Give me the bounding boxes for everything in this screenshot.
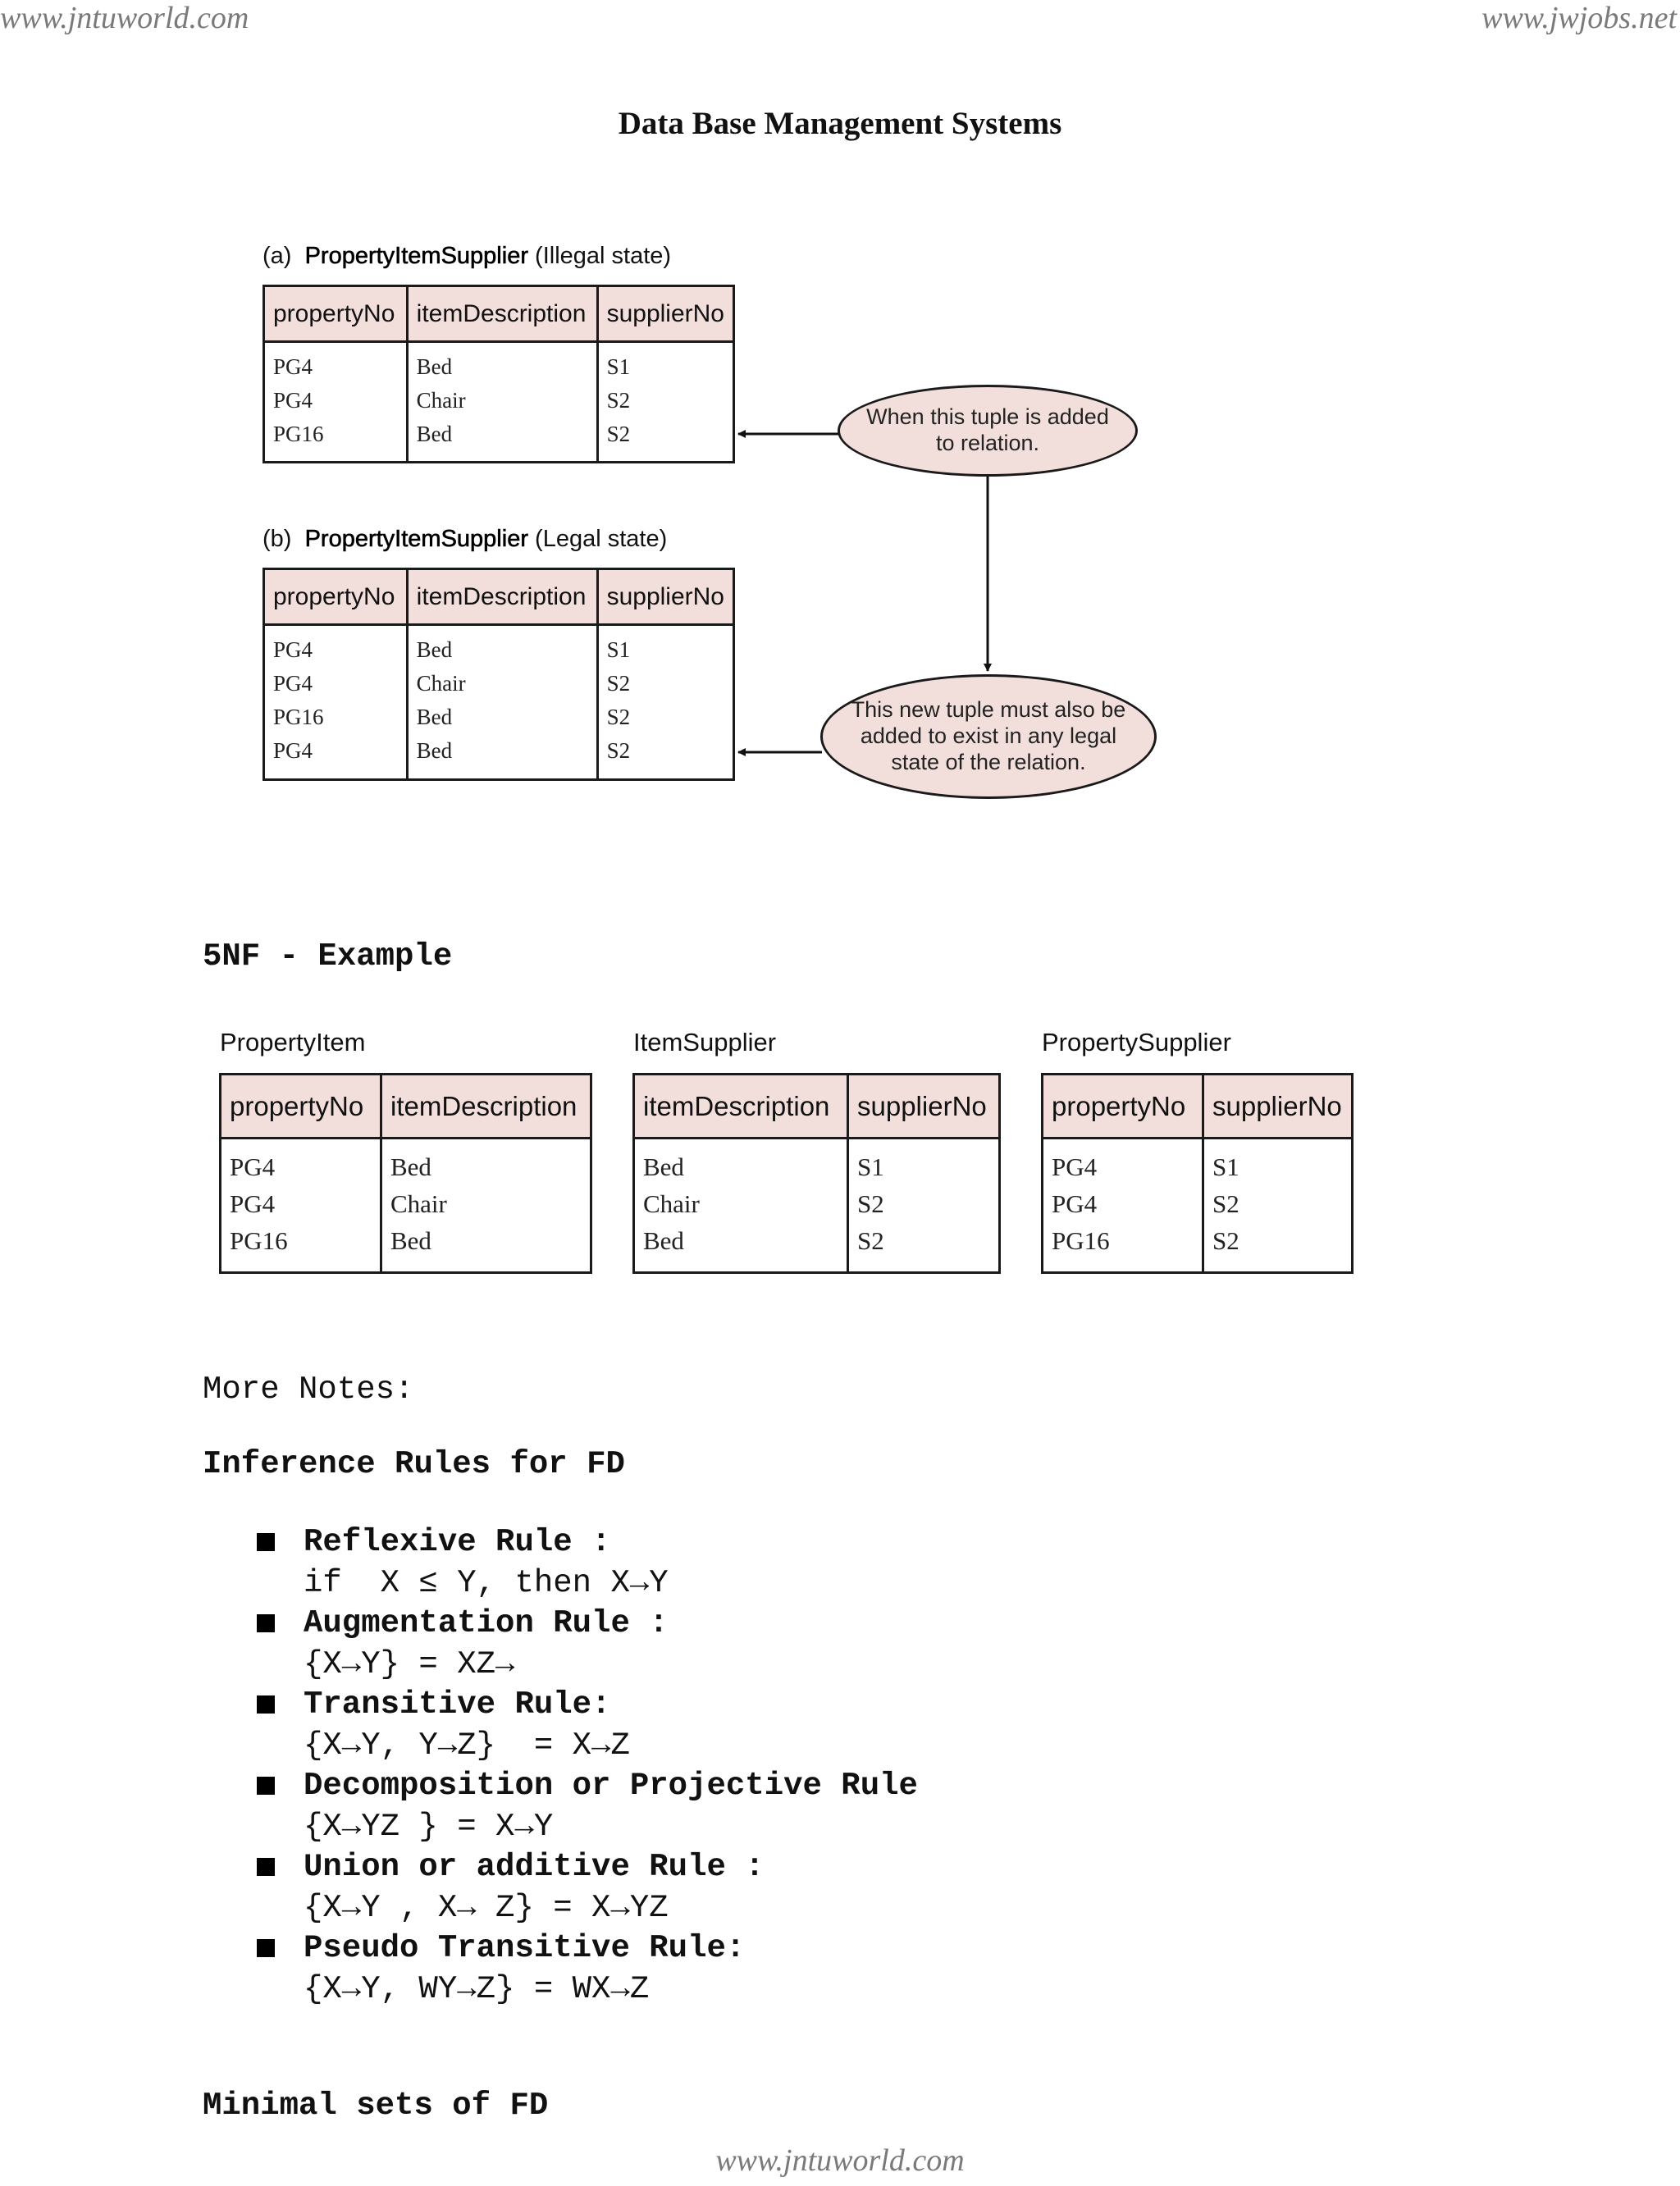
propertyitem-cell: Bed xyxy=(390,1152,431,1181)
header-left-url: www.jntuworld.com xyxy=(0,1,249,35)
caption-a-name: PropertyItemSupplier xyxy=(304,243,528,269)
table-b-cell: S2 xyxy=(606,738,631,763)
propertyitem-header-itemDescription: itemDescription xyxy=(382,1075,590,1139)
rule-name: Augmentation Rule : xyxy=(304,1605,669,1641)
bullet-icon xyxy=(257,1777,275,1795)
table-b-cell: PG4 xyxy=(273,738,313,763)
propertysupplier-col-propertyNo xyxy=(1043,1075,1204,1271)
itemsupplier-col-supplierNo xyxy=(849,1075,998,1271)
table-b-cell: S2 xyxy=(606,671,631,696)
rule-formula: {X→Y, Y→Z} = X→Z xyxy=(304,1727,630,1764)
caption-a-label: (a) xyxy=(262,243,292,269)
itemsupplier-cell: S2 xyxy=(857,1189,884,1218)
table-name-itemsupplier: ItemSupplier xyxy=(633,1028,777,1056)
itemsupplier-cell: S2 xyxy=(857,1226,884,1255)
rule-formula: {X→Y} = XZ→ xyxy=(304,1646,515,1682)
heading-5nf: 5NF - Example xyxy=(203,938,453,974)
bullet-icon xyxy=(257,1939,275,1957)
propertyitem-col-propertyNo xyxy=(221,1075,382,1271)
caption-a-state: (Illegal state) xyxy=(535,243,672,269)
propertyitem-cell: Bed xyxy=(390,1226,431,1255)
bullet-icon xyxy=(257,1858,275,1876)
propertyitem-col-itemDescription xyxy=(382,1075,590,1271)
bullet-icon xyxy=(257,1533,275,1551)
table-a-cell: S1 xyxy=(606,354,631,379)
table-b-cell: Chair xyxy=(416,671,466,696)
table-name-propertyitem: PropertyItem xyxy=(220,1028,366,1056)
bullet-icon xyxy=(257,1614,275,1632)
rule-formula: if X ≤ Y, then X→Y xyxy=(304,1565,669,1601)
table-a-header-propertyNo: propertyNo xyxy=(265,287,406,343)
rule-name: Reflexive Rule : xyxy=(304,1524,611,1560)
table-a-cell: S2 xyxy=(606,388,631,413)
footer-url: www.jntuworld.com xyxy=(715,2143,965,2178)
bullet-icon xyxy=(257,1695,275,1714)
table-b-cell: PG16 xyxy=(273,705,324,729)
propertysupplier-cell: S2 xyxy=(1212,1226,1239,1255)
propertysupplier-cell: PG16 xyxy=(1052,1226,1110,1255)
table-itemsupplier xyxy=(632,1073,1001,1274)
page-title: Data Base Management Systems xyxy=(618,106,1062,141)
minimal-sets-heading: Minimal sets of FD xyxy=(203,2088,549,2124)
itemsupplier-col-itemDescription xyxy=(635,1075,849,1271)
inference-heading: Inference Rules for FD xyxy=(203,1446,625,1482)
itemsupplier-cell: Bed xyxy=(643,1152,684,1181)
table-a-header-supplierNo: supplierNo xyxy=(599,287,733,343)
propertyitem-cell: PG4 xyxy=(230,1152,276,1181)
itemsupplier-cell: S1 xyxy=(857,1152,884,1181)
table-b-cell: Bed xyxy=(416,705,453,729)
table-a-cell: PG4 xyxy=(273,388,313,413)
caption-b-state: (Legal state) xyxy=(535,526,668,552)
propertyitem-cell: PG16 xyxy=(230,1226,288,1255)
propertysupplier-col-supplierNo xyxy=(1204,1075,1351,1271)
table-propertyitem xyxy=(219,1073,592,1274)
itemsupplier-header-itemDescription: itemDescription xyxy=(635,1075,847,1139)
propertyitem-cell: PG4 xyxy=(230,1189,276,1218)
table-a-header-itemDescription: itemDescription xyxy=(409,287,596,343)
table-a-cell: PG16 xyxy=(273,422,324,446)
propertyitem-header-propertyNo: propertyNo xyxy=(221,1075,380,1139)
table-a-cell: Chair xyxy=(416,388,466,413)
table-b-header-supplierNo: supplierNo xyxy=(599,570,733,626)
rule-name: Union or additive Rule : xyxy=(304,1849,765,1885)
figure-arrows xyxy=(0,0,1680,820)
table-a-cell: S2 xyxy=(606,422,631,446)
rule-formula: {X→Y , X→ Z} = X→YZ xyxy=(304,1890,669,1926)
propertysupplier-header-propertyNo: propertyNo xyxy=(1043,1075,1202,1139)
caption-b-name: PropertyItemSupplier xyxy=(304,526,528,552)
table-b-cell: Bed xyxy=(416,637,453,662)
table-propertysupplier xyxy=(1041,1073,1354,1274)
table-name-propertysupplier: PropertySupplier xyxy=(1042,1028,1231,1056)
itemsupplier-header-supplierNo: supplierNo xyxy=(849,1075,998,1139)
table-b-header-propertyNo: propertyNo xyxy=(265,570,406,626)
propertysupplier-cell: S1 xyxy=(1212,1152,1239,1181)
propertyitem-cell: Chair xyxy=(390,1189,447,1218)
itemsupplier-cell: Bed xyxy=(643,1226,684,1255)
rule-formula: {X→Y, WY→Z} = WX→Z xyxy=(304,1971,650,2007)
table-b-cell: PG4 xyxy=(273,671,313,696)
table-a-cell: Bed xyxy=(416,422,453,446)
table-b-cell: Bed xyxy=(416,738,453,763)
ellipse-new-tuple: This new tuple must also be added to exist in any legal state of the relation. xyxy=(820,674,1157,799)
table-b-header-itemDescription: itemDescription xyxy=(409,570,596,626)
propertysupplier-cell: PG4 xyxy=(1052,1152,1098,1181)
rule-formula: {X→YZ } = X→Y xyxy=(304,1809,554,1845)
table-b-cell: PG4 xyxy=(273,637,313,662)
table-a-cell: PG4 xyxy=(273,354,313,379)
table-b-cell: S1 xyxy=(606,637,631,662)
table-a-cell: Bed xyxy=(416,354,453,379)
rule-name: Decomposition or Projective Rule xyxy=(304,1768,918,1804)
rule-name: Pseudo Transitive Rule: xyxy=(304,1930,746,1966)
more-notes-label: More Notes: xyxy=(203,1371,414,1408)
propertysupplier-cell: PG4 xyxy=(1052,1189,1098,1218)
propertysupplier-header-supplierNo: supplierNo xyxy=(1204,1075,1351,1139)
caption-b-label: (b) xyxy=(262,526,292,552)
header-right-url: www.jwjobs.net xyxy=(1481,1,1677,35)
table-b-cell: S2 xyxy=(606,705,631,729)
rule-name: Transitive Rule: xyxy=(304,1686,611,1723)
ellipse-added-tuple: When this tuple is added to relation. xyxy=(838,385,1138,477)
itemsupplier-cell: Chair xyxy=(643,1189,700,1218)
propertysupplier-cell: S2 xyxy=(1212,1189,1239,1218)
